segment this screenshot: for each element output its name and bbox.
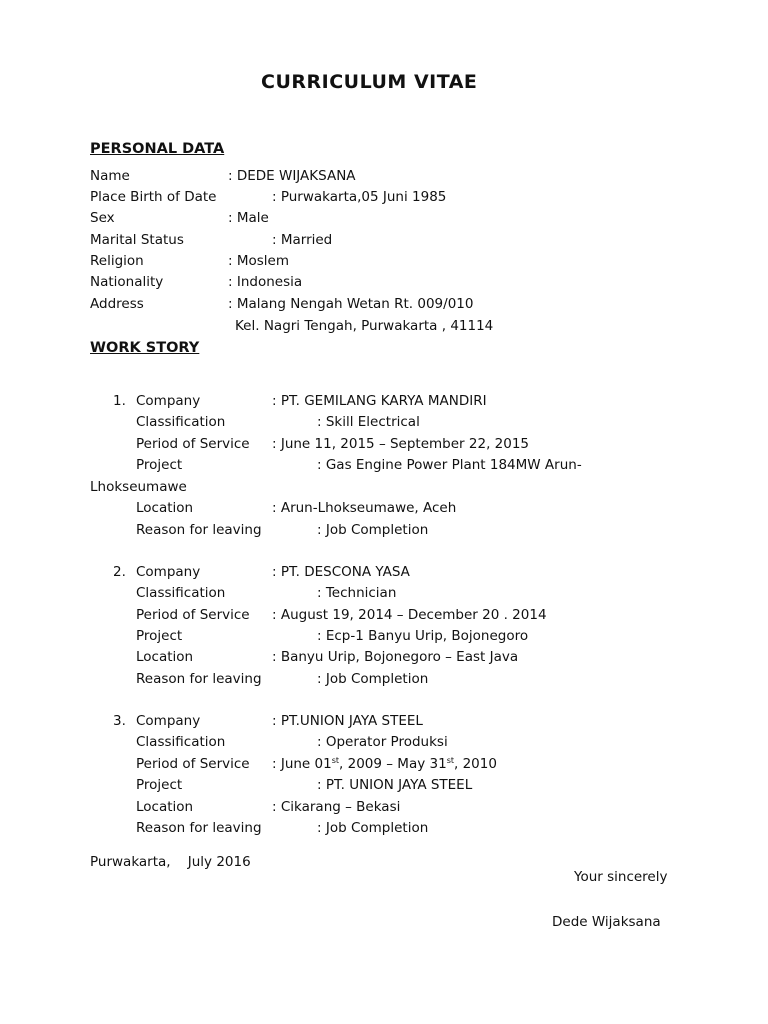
reason-label: Reason for leaving [136,820,262,836]
reason-label: Reason for leaving [136,522,262,538]
reason-label: Reason for leaving [136,671,262,687]
reason-value: : Job Completion [317,671,429,687]
period-label: Period of Service [136,756,250,772]
sex-label: Sex [90,210,115,226]
project-label: Project [136,777,183,793]
classification-label: Classification [136,734,226,750]
reason-value: : Job Completion [317,522,429,538]
location-value: : Arun-Lhokseumawe, Aceh [272,500,457,516]
period-value: : August 19, 2014 – December 20 . 2014 [272,607,547,623]
document-title: CURRICULUM VITAE [261,71,478,93]
classification-label: Classification [136,414,226,430]
signature-name: Dede Wijaksana [552,914,661,930]
project-value: : PT. UNION JAYA STEEL [317,777,473,793]
classification-value: : Technician [317,585,397,601]
company-value: : PT. GEMILANG KARYA MANDIRI [272,393,487,409]
company-value: : PT.UNION JAYA STEEL [272,713,423,729]
project-value: : Gas Engine Power Plant 184MW Arun- [317,457,582,473]
birth-value: : Purwakarta,05 Juni 1985 [272,189,447,205]
company-label: Company [136,564,201,580]
company-label: Company [136,393,201,409]
nationality-label: Nationality [90,274,164,290]
location-value: : Banyu Urip, Bojonegoro – East Java [272,649,519,665]
company-label: Company [136,713,201,729]
period-end-suffix: st [446,756,454,765]
address-value: : Malang Nengah Wetan Rt. 009/010 [228,296,474,312]
period-value: : June 11, 2015 – September 22, 2015 [272,436,530,452]
nationality-value: : Indonesia [228,274,303,290]
name-value: : DEDE WIJAKSANA [228,168,356,184]
period-start: : June 01 [272,756,332,772]
company-value: : PT. DESCONA YASA [272,564,410,580]
work-story-heading: WORK STORY [90,340,200,356]
salutation: Your sincerely [574,869,668,885]
name-label: Name [90,168,130,184]
project-value-wrap: Lhokseumawe [90,479,187,495]
classification-value: : Skill Electrical [317,414,420,430]
job-number: 1. [113,393,126,409]
job-number: 2. [113,564,126,580]
period-label: Period of Service [136,436,250,452]
location-value: : Cikarang – Bekasi [272,799,401,815]
marital-value: : Married [272,232,333,248]
location-label: Location [136,500,194,516]
location-label: Location [136,799,194,815]
classification-value: : Operator Produksi [317,734,448,750]
address-label: Address [90,296,144,312]
project-value: : Ecp-1 Banyu Urip, Bojonegoro [317,628,529,644]
address-line2: Kel. Nagri Tengah, Purwakarta , 41114 [235,318,494,334]
sex-value: : Male [228,210,269,226]
period-end-year: , 2010 [454,756,497,772]
religion-value: : Moslem [228,253,289,269]
period-start-suffix: st [331,756,340,765]
place-date: Purwakarta, July 2016 [90,854,251,870]
project-label: Project [136,628,183,644]
project-label: Project [136,457,183,473]
classification-label: Classification [136,585,226,601]
period-end: , 2009 – May 31 [339,756,447,772]
location-label: Location [136,649,194,665]
period-label: Period of Service [136,607,250,623]
religion-label: Religion [90,253,144,269]
birth-label: Place Birth of Date [90,189,217,205]
marital-label: Marital Status [90,232,184,248]
personal-data-heading: PERSONAL DATA [90,141,225,157]
period-value [272,758,497,772]
job-number: 3. [113,713,126,729]
reason-value: : Job Completion [317,820,429,836]
